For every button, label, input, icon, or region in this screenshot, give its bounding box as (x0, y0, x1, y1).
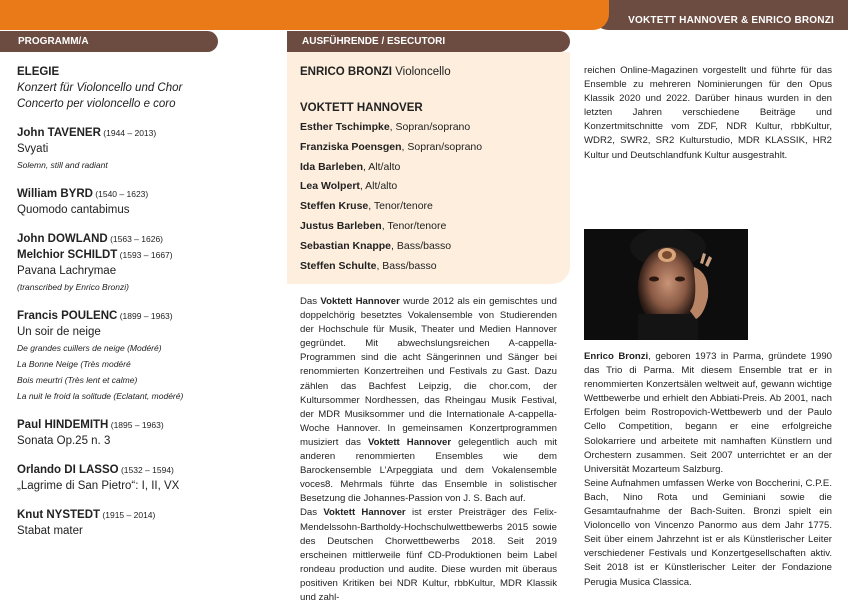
bio-text: Das (300, 507, 324, 519)
composer-name (17, 186, 267, 202)
program-line-text: Sonata Op.25 n. 3 (17, 435, 111, 447)
bio-text: gelegentlich auch mit anderen renommierten Ensembles wie dem Barockensemble L’Arpeggiata und dem Vokalensemble voces8. Mehrmals führte das Ensemble in solistischer Besetzung die Johannes-Passion von J. S. Bach auf. (300, 436, 558, 505)
program-line-text: (transcribed by Enrico Bronzi) (17, 282, 129, 292)
work-title (17, 279, 267, 295)
program-item (17, 308, 267, 404)
program-line-text: Quomodo cantabimus (17, 204, 130, 216)
voktett-bio-paragraph-2 (300, 506, 557, 605)
work-title (17, 157, 267, 173)
composer-dates: (1944 – 2013) (100, 128, 157, 138)
work-title (17, 356, 267, 372)
composer-name (17, 507, 267, 523)
composer-dates: (1563 – 1626) (107, 234, 164, 244)
ensemble-member (300, 158, 562, 178)
performers-list (300, 64, 562, 276)
member-name: Steffen Kruse (300, 200, 369, 213)
work-title (17, 433, 267, 449)
bronzi-bio-paragraph-1 (584, 350, 832, 477)
program-line-text: Concerto per violoncello e coro (17, 98, 176, 110)
program-line-text: De grandes cuillers de neige (Modéré) (17, 343, 162, 353)
ensemble-member (300, 257, 562, 277)
program-line-text: Solemn, still and radiant (17, 160, 108, 170)
composer-name (17, 308, 267, 324)
top-banner (0, 0, 848, 30)
soloist-line (300, 64, 562, 80)
work-title (17, 324, 267, 340)
member-name: Sebastian Knappe (300, 239, 392, 252)
member-voice: , Sopran/soprano (401, 140, 483, 153)
work-title (17, 96, 267, 112)
member-voice: , Alt/alto (359, 180, 398, 193)
ensemble-member (300, 118, 562, 138)
composer-name (17, 417, 267, 433)
ensemble-member (300, 217, 562, 237)
work-title (17, 372, 267, 388)
member-name: Ida Barleben (300, 160, 364, 173)
program-line-text: „Lagrime di San Pietro“: I, II, VX (17, 480, 180, 492)
bio-text: wurde 2012 als ein gemischtes und doppelchörig besetztes Vokalensemble von Studierenden der Hochschule für Musik, Theater und Medien Hannover gegründet. Mit abwechslungsreichen A-cappella-Programmen sind die acht Sängerinnen und Sänger bei renommierten Konzertreihen und Festivals zu Gast. Dazu zählen das Bachfest Leipzig, die chor.com, der Kultursommer Nordhessen, das Rheingau Musik Festival, der MDR Musiksommer und die Internationale A-cappella-Woche Hannover. In gemeinsamen Konzertprogrammen musiziert das (300, 296, 558, 448)
program-line-text: ELEGIE (17, 66, 60, 78)
bio-text: ist erster Preisträger des Felix-Mendelssohn-Bartholdy-Hochschulwettbewerbs 2015 sowie des Deutschen Chorwettbewerbs 2018. Seit 2019 erscheinen mittlerweile fünf CD-Produktionen beim Label rondeau production und audite. Diese wurden mit überaus positiven Kritiken bei NDR Kultur, rbbKultur, MDR Klassik und zahl- (300, 507, 557, 603)
program-line-text: Stabat mater (17, 525, 83, 537)
bronzi-bio-paragraph-2: Seine Aufnahmen umfassen Werke von Boccherini, C.P.E. Bach, Nino Rota und Geminiani sowie die Gesamtaufnahme der Bach-Suiten. Bronzi spielt ein Violoncello von Vincenzo Panormo aus dem Jahr 1775. Seit über einem Jahrzehnt ist er als Künstlerischer Leiter verschiedener Festivals und Konzertgesellschaften aktiv. Seit 2018 ist er Künstlerischer Leiter der Fondazione Perugia Musica Classica. (584, 477, 832, 588)
program-item (17, 186, 267, 218)
program-line-text: John DOWLAND (17, 233, 108, 245)
member-voice: , Alt/alto (363, 160, 401, 173)
bio-ensemble-name: Voktett Hannover (320, 296, 400, 307)
composer-dates: (1593 – 1667) (117, 250, 173, 260)
ensemble-name: VOKTETT HANNOVER (300, 102, 423, 114)
work-title (17, 141, 267, 157)
member-name: Justus Barleben (300, 219, 382, 232)
tab-performers: AUSFÜHRENDE / ESECUTORI (287, 31, 570, 52)
program-line-text: John TAVENER (17, 127, 101, 139)
portrait-image (584, 229, 748, 340)
member-voice: , Sopran/soprano (389, 121, 471, 133)
composer-dates: (1899 – 1963) (117, 311, 173, 321)
tab-program: PROGRAMM/A (0, 31, 218, 52)
composer-dates: (1915 – 2014) (100, 510, 156, 520)
program-line-text: Svyati (17, 143, 49, 155)
program-line-text: Orlando DI LASSO (17, 464, 119, 476)
bio-text: Das (300, 296, 321, 307)
work-title (17, 523, 267, 539)
soloist-name: ENRICO BRONZI (300, 66, 392, 78)
composer-dates: (1540 – 1623) (92, 189, 149, 199)
program-line-text: Pavana Lachrymae (17, 265, 117, 277)
voktett-bio-continued: reichen Online-Magazinen vorgestellt und führte für das Ensemble zu mehreren Nominierungen für den Opus Klassik 2020 und 2022. Darüber hinaus wurden in den letzten Jahren verschiedene Beiträge und Konzertmitschnitte vom ZDF, NDR Kultur, rbbKultur, WDR2, SWR2, SR2 Kulturstudio, MDR KLASSIK, HR2 Kultur und Deutschlandfunk Kultur ausgestrahlt. (584, 65, 832, 161)
enrico-bronzi-photo (584, 229, 748, 340)
program-item (17, 462, 267, 494)
ensemble-member (300, 237, 562, 257)
composer-name (17, 462, 267, 478)
page-header-title: VOKTETT HANNOVER & ENRICO BRONZI (628, 15, 834, 26)
work-title (17, 80, 267, 96)
soloist-role: Violoncello (392, 66, 451, 78)
composer-name (17, 247, 267, 263)
composer-name (17, 125, 267, 141)
member-voice: , Bass/basso (376, 259, 437, 272)
voktett-bio-paragraph-1 (300, 295, 557, 506)
program-line-text: La Bonne Neige (Très modéré (17, 359, 131, 369)
work-title (17, 478, 267, 494)
program-line-text: Knut NYSTEDT (17, 509, 101, 521)
work-title (17, 263, 267, 279)
work-title (17, 388, 267, 404)
bio-artist-name: Enrico Bronzi (584, 351, 649, 362)
member-name: Steffen Schulte (300, 259, 377, 272)
voktett-biography (300, 295, 557, 605)
program-item (17, 231, 267, 295)
program-line-text: Bois meurtri (Très lent et calme) (17, 375, 138, 385)
ensemble-members (300, 118, 562, 276)
bio-text: , geboren 1973 in Parma, gründete 1990 das Trio di Parma. Mit diesem Ensemble trat er in renommierten Konzertsälen weltweit auf, gewann wichtige Wettbewerbe und erhielt den Abbiati-Preis. Ab 2001, nach Erfolgen beim Rostropovich-Wettbewerb und der Paulo Cello Competition, begann er eine erfolgreiche Solokarriere und arbeitete mit namhaften Künstlern und Orchestern zusammen. Seit 2007 unterrichtet er an der Universität Mozarteum Salzburg. (584, 351, 832, 475)
bio-ensemble-name: Voktett Hannover (323, 507, 406, 519)
composer-dates: (1895 – 1963) (108, 420, 164, 430)
ensemble-member (300, 197, 562, 217)
program-list (17, 64, 267, 552)
program-line-text: Konzert für Violoncello und Chor (17, 82, 183, 94)
program-line-text: La nuit le froid la solitude (Eclatant, modéré) (17, 391, 184, 401)
composer-name (17, 64, 267, 80)
program-line-text: William BYRD (17, 188, 93, 200)
program-line-text: Francis POULENC (17, 310, 118, 322)
ensemble-member (300, 177, 562, 197)
member-voice: , Tenor/tenore (368, 200, 433, 213)
program-item (17, 507, 267, 539)
program-line-text: Paul HINDEMITH (17, 419, 109, 431)
member-name: Esther Tschimpke (300, 121, 390, 133)
member-voice: , Bass/basso (391, 239, 452, 252)
member-name: Lea Wolpert (300, 180, 360, 193)
program-item (17, 125, 267, 173)
program-item (17, 64, 267, 112)
program-line-text: Melchior SCHILDT (17, 249, 118, 261)
composer-name (17, 231, 267, 247)
member-voice: , Tenor/tenore (381, 219, 447, 232)
work-title (17, 202, 267, 218)
composer-dates: (1532 – 1594) (118, 465, 174, 475)
program-item (17, 417, 267, 449)
member-name: Franziska Poensgen (300, 140, 402, 153)
bronzi-biography (584, 350, 832, 590)
work-title (17, 340, 267, 356)
bio-ensemble-name: Voktett Hannover (367, 436, 452, 448)
program-line-text: Un soir de neige (17, 326, 101, 338)
ensemble-member (300, 138, 562, 158)
orange-banner (0, 0, 609, 30)
